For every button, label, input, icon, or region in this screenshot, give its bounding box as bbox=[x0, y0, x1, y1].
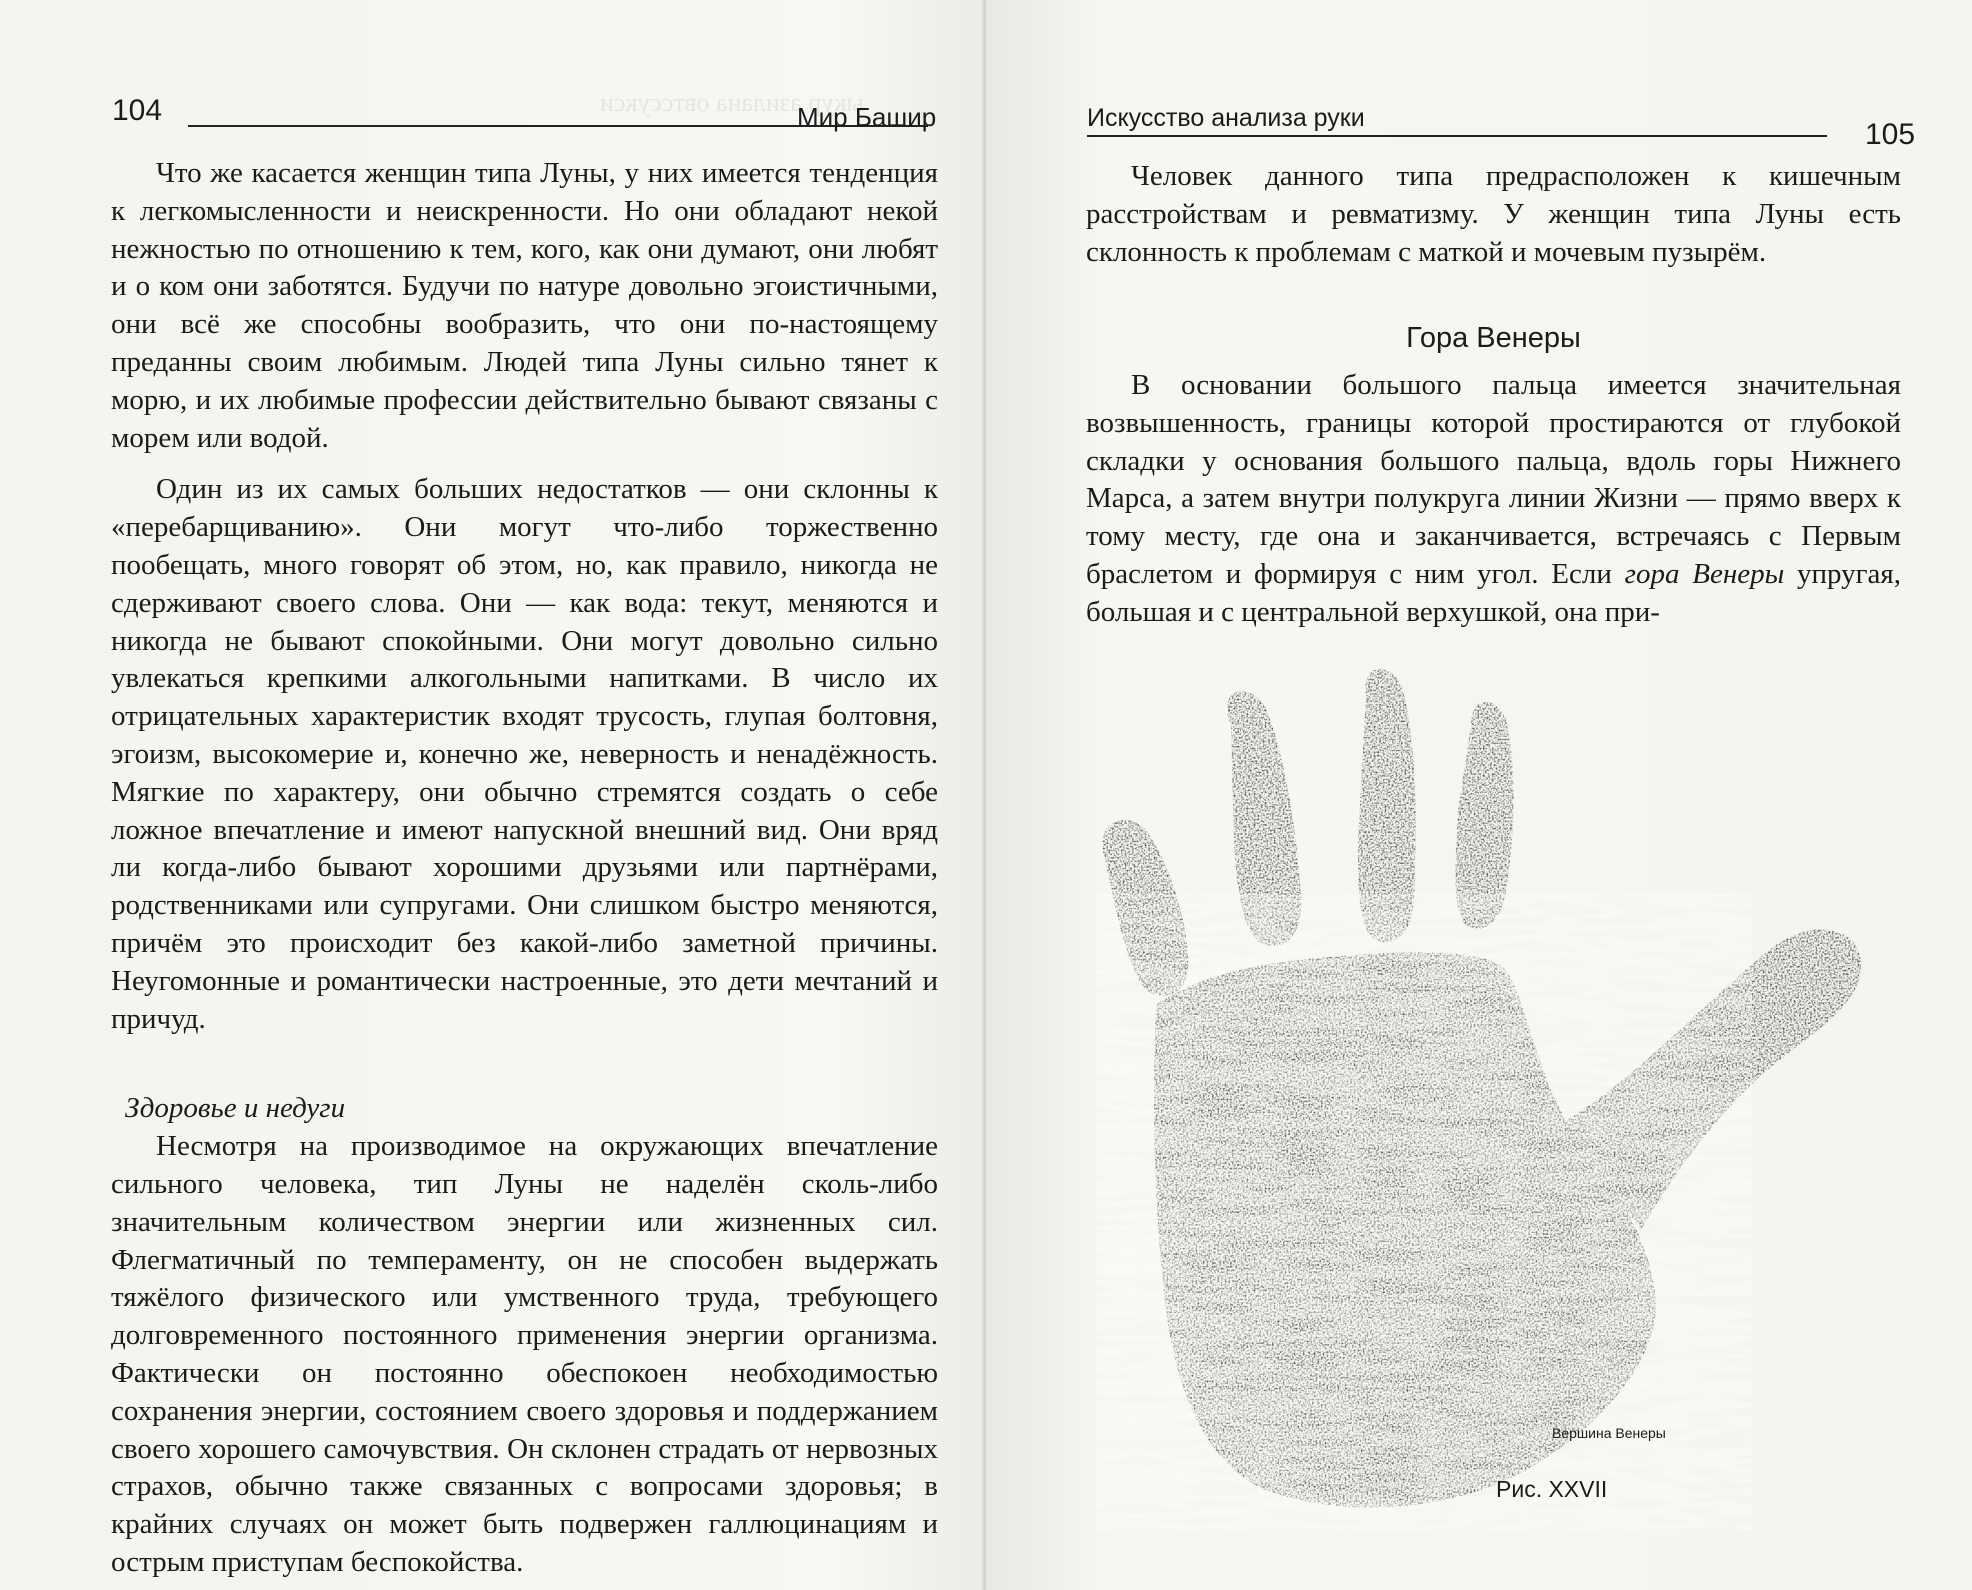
figure-label: Вершина Венеры bbox=[1552, 1425, 1666, 1441]
venus-text bbox=[1086, 367, 1901, 632]
subheading: Здоровье и недуги bbox=[125, 1092, 346, 1125]
bleed-through-text: ыкур азилана овтссукси bbox=[600, 88, 864, 117]
right-page bbox=[986, 0, 1972, 1590]
intro-text bbox=[1086, 158, 1901, 271]
page-number: 105 bbox=[1865, 118, 1916, 151]
running-head: Мир Башир bbox=[797, 102, 937, 132]
header-rule bbox=[1087, 135, 1827, 137]
figure-caption: Рис. XXVII bbox=[1496, 1476, 1608, 1502]
paragraph: Один из их самых больших недостатков — они склонны к «перебарщиванию». Они могут что-либо торжественно пообещать, много говорят об этом, но, как правило, никогда не сдерживают своего слова. Они — как вода: текут, меняются и никогда не бывают спокойными. Они могут довольно сильно увлекаться крепкими алкогольными напитками. В число их отрицательных характеристик входят трусость, глупая болтовня, эгоизм, высокомерие и, конечно же, неверность и ненадёжность. Мягкие по характеру, они обычно стремятся создать о себе ложное впечатление и имеют напускной внешний вид. Они вряд ли когда-либо бывают хорошими друзьями или партнёрами, родственниками или супругами. Они слишком быстро меняются, причём это происходит без какой-либо заметной причины. Неугомонные и романтически настроенные, это дети мечтаний и причуд. bbox=[111, 473, 938, 1035]
left-text-column bbox=[111, 155, 938, 1582]
paragraph: Что же касается женщин типа Луны, у них имеется тенденция к легкомысленности и неискренности. Но они обладают некой нежностью по отношению к тем, кого, как они думают, они любят и о ком они заботятся. Будучи по натуре довольно эгоистичными, они всё же способны вообразить, что они по-настоящему преданны своим любимым. Людей типа Луны сильно тянет к морю, и их любимые профессии действительно бывают связаны с морем или водой. bbox=[111, 157, 938, 454]
handprint-figure bbox=[1096, 650, 1896, 1530]
paragraph-main: В основании большого пальца имеется значительная возвышенность, границы которой простираются от глубокой складки у основания большого пальца, вдоль горы Нижнего Марса, а затем внутри полукруга линии Жизни — прямо вверх к тому месту, где она и заканчивается, встречаясь с Первым браслетом и формируя с ним угол. Если bbox=[1086, 369, 1901, 590]
paragraph: Человек данного типа предрасположен к кишечным расстройствам и ревматизму. У женщин типа Луны есть склонность к проблемам с маткой и мочевым пузырём. bbox=[1086, 160, 1901, 268]
paragraph: Несмотря на производимое на окружающих впечатление сильного человека, тип Луны не наделён сколь-либо значительным количеством энергии или жизненных сил. Флегматичный по темпераменту, он не способен выдержать тяжёлого физического или умственного труда, требующего долговременного постоянного применения энергии организма. Фактически он постоянно обеспокоен необходимостью сохранения энергии, состоянием своего здоровья и поддержанием своего хорошего самочувствия. Он склонен страдать от нервозных страхов, обычно также связанных с вопросами здоровья; в крайних случаях он может быть подвержен галлюцинациям и острым приступам беспокойства. bbox=[111, 1130, 938, 1578]
paragraph bbox=[1086, 367, 1901, 632]
paragraph-end: упругая, большая и с центральной верхушкой, она при- bbox=[1086, 557, 1902, 628]
section-title: Гора Венеры bbox=[1406, 322, 1581, 354]
page-number: 104 bbox=[112, 94, 163, 127]
running-head: Искусство анализа руки bbox=[1087, 104, 1365, 132]
term-italic: гора Венеры bbox=[1624, 557, 1785, 590]
